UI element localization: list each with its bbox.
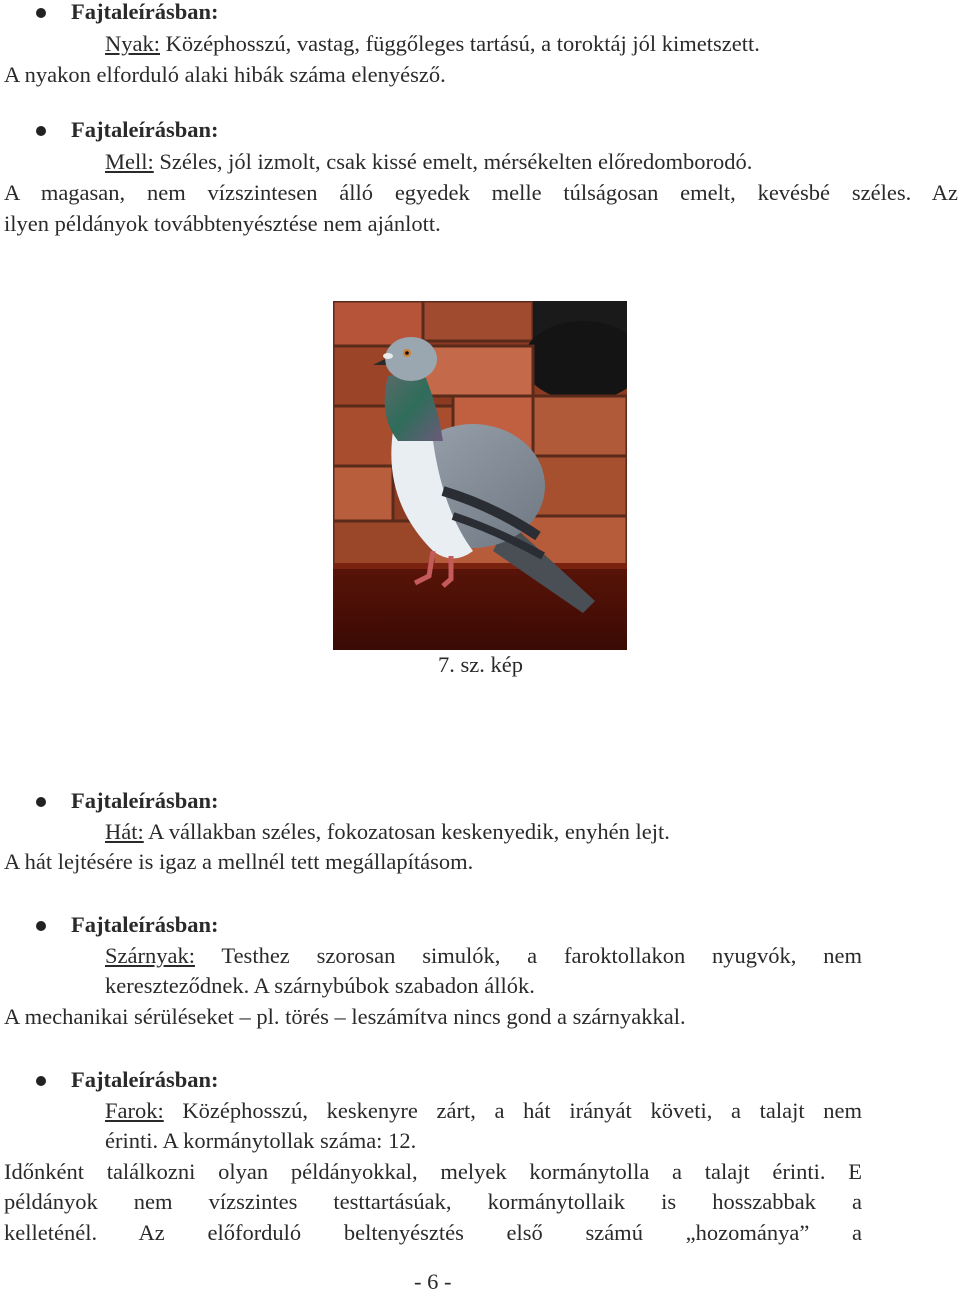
body-line: példányok nem vízszintes testtartásúak, kormánytollaik is hosszabbak a: [4, 1189, 862, 1214]
body-line: ilyen példányok továbbtenyésztése nem ajánlott.: [4, 211, 441, 236]
section-heading: Fajtaleírásban:: [71, 788, 219, 813]
section-heading: Fajtaleírásban:: [71, 1067, 219, 1092]
bullet-icon: [36, 1076, 46, 1086]
section-desc-line: [105, 146, 752, 177]
bullet-icon: [36, 126, 46, 136]
section-desc: Középhosszú, keskenyre zárt, a hát irányát követi, a talajt nem: [163, 1098, 862, 1123]
section-desc: Széles, jól izmolt, csak kissé emelt, mérsékelten előredomborodó.: [153, 149, 753, 174]
page-number: - 6 -: [414, 1269, 452, 1294]
section-heading: Fajtaleírásban:: [71, 912, 219, 937]
section-heading: Fajtaleírásban:: [71, 117, 219, 142]
section-heading: Fajtaleírásban:: [71, 0, 219, 24]
section-term: Nyak:: [105, 31, 160, 56]
figure-caption: 7. sz. kép: [438, 652, 523, 677]
section-term: Mell:: [105, 149, 154, 174]
section-desc: Testhez szorosan simulók, a faroktollakon nyugvók, nem: [194, 943, 862, 968]
section-desc-line-2: érinti. A kormánytollak száma: 12.: [105, 1128, 417, 1153]
section-desc: Középhosszú, vastag, függőleges tartású, a toroktáj jól kimetszett.: [160, 31, 760, 56]
section-term: Farok:: [105, 1098, 164, 1123]
body-line: A nyakon elforduló alaki hibák száma elenyésző.: [4, 62, 446, 87]
body-line: A magasan, nem vízszintesen álló egyedek melle túlságosan emelt, kevésbé széles. Az: [4, 180, 958, 205]
bullet-icon: [36, 921, 46, 931]
section-desc-line: [105, 816, 670, 847]
body-line: Időnként találkozni olyan példányokkal, melyek kormánytolla a talajt érinti. E: [4, 1159, 862, 1184]
body-line: kelleténél. Az előforduló beltenyésztés első számú „hozománya” a: [4, 1220, 862, 1245]
section-desc-line-2: kereszteződnek. A szárnybúbok szabadon állók.: [105, 973, 535, 998]
body-line: A mechanikai sérüléseket – pl. törés – leszámítva nincs gond a szárnyakkal.: [4, 1004, 686, 1029]
section-desc-line: [105, 1095, 862, 1126]
section-desc-line: [105, 28, 760, 59]
section-desc: A vállakban széles, fokozatosan keskenyedik, enyhén lejt.: [143, 819, 670, 844]
pigeon-photo: [333, 301, 627, 650]
section-desc-line: [105, 940, 862, 971]
body-line: A hát lejtésére is igaz a mellnél tett megállapításom.: [4, 849, 474, 874]
bullet-icon: [36, 8, 46, 18]
section-term: Szárnyak:: [105, 943, 195, 968]
bullet-icon: [36, 797, 46, 807]
section-term: Hát:: [105, 819, 144, 844]
